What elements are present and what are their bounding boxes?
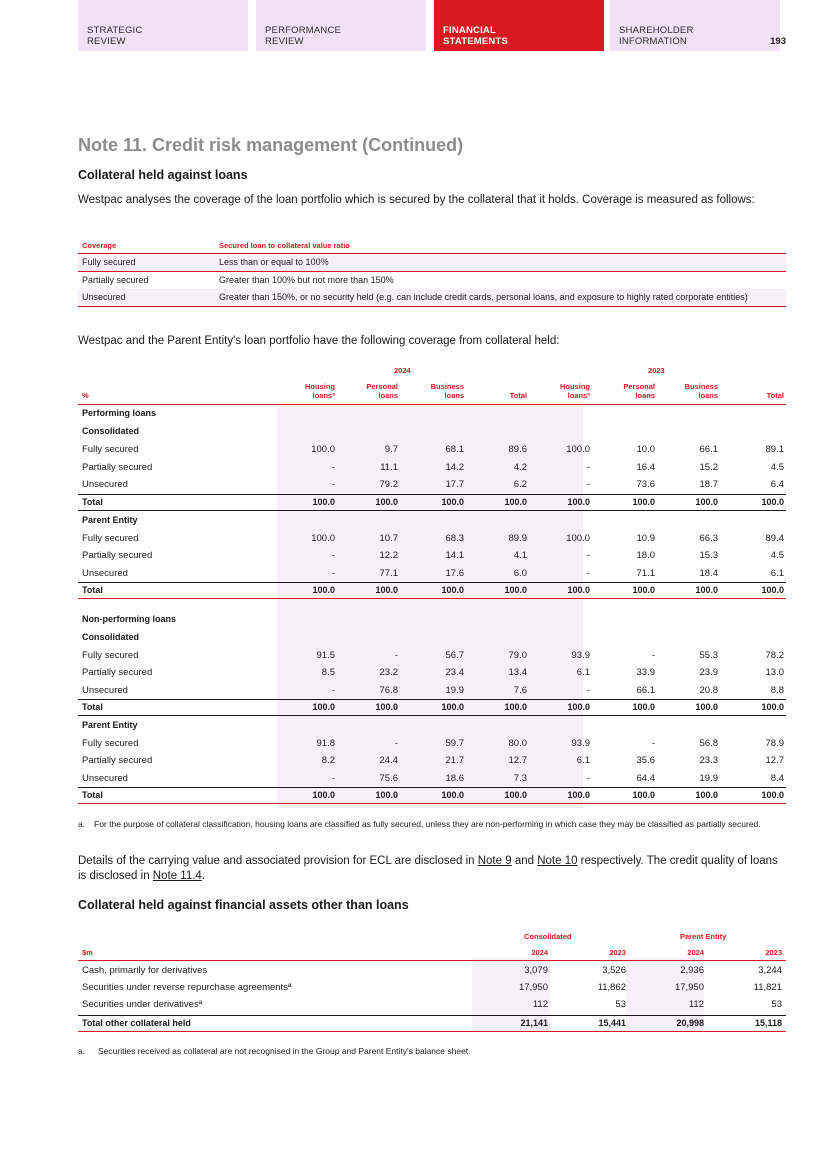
coverage-table	[78, 237, 786, 307]
total-rule-bottom	[78, 1031, 786, 1032]
table-cell: 100.0	[567, 702, 590, 712]
table-cell: 6.4	[770, 479, 784, 490]
table-cell: 100.0	[567, 497, 590, 507]
link-note-11-4[interactable]: Note 11.4	[152, 870, 202, 882]
table-cell: 100.0	[632, 702, 655, 712]
table-cell: 100.0	[441, 790, 464, 800]
column-header-line: Business	[684, 382, 718, 391]
table-cell: 89.9	[508, 533, 527, 544]
table-cell: -	[394, 738, 398, 749]
table-cell: 100.0	[375, 790, 398, 800]
table-cell: 91.8	[316, 738, 335, 749]
table-row	[78, 773, 786, 787]
table-cell: 17.7	[445, 479, 464, 490]
table-cell: 100.0	[695, 585, 718, 595]
table-cell: 100.0	[695, 702, 718, 712]
table-row	[78, 720, 786, 734]
table-row	[78, 426, 786, 440]
table-cell: 112	[688, 999, 704, 1010]
row-label: Cash, primarily for derivatives	[82, 965, 208, 976]
column-header	[595, 382, 655, 400]
table-cell: 66.3	[699, 533, 718, 544]
table-cell: -	[331, 462, 335, 473]
table-cell: 100.0	[695, 497, 718, 507]
year-label-2024: 2024	[394, 366, 411, 375]
table-cell: -	[586, 550, 590, 561]
table-row	[78, 444, 786, 458]
table-cell: 17,950	[518, 982, 548, 993]
row-label: Total	[82, 702, 103, 712]
table-cell: -	[331, 685, 335, 696]
column-header	[338, 382, 398, 400]
table-cell: 35.6	[636, 755, 655, 766]
footnote-text: For the purpose of collateral classification, housing loans are classified as fully secured, unless they are non-performing in which case they may be classified as partially secured.	[94, 819, 761, 829]
column-header-line: loans	[698, 391, 718, 400]
table-cell: 12.7	[765, 755, 784, 766]
table-cell: -	[394, 650, 398, 661]
table-cell: -	[586, 462, 590, 473]
table-cell: 18.0	[636, 550, 655, 561]
details-text: and	[511, 855, 538, 867]
row-label: Total	[82, 497, 103, 507]
column-header-line: Total	[766, 391, 784, 400]
total-rule-bottom	[78, 803, 786, 804]
nav-tab-shareholder-information[interactable]	[610, 0, 780, 51]
total-rule-top	[78, 787, 786, 788]
section-heading-collateral-loans: Collateral held against loans	[78, 168, 248, 182]
footnote-marker: a.	[78, 1046, 86, 1056]
table-row	[78, 685, 786, 699]
table-cell: 6.0	[513, 568, 527, 579]
details-paragraph	[78, 854, 778, 884]
table-cell: -	[651, 738, 655, 749]
details-text: Details of the carrying value and associated provision for ECL are disclosed in	[78, 855, 478, 867]
table-row	[78, 497, 786, 511]
nav-tab-label: REVIEW	[265, 36, 304, 47]
coverage-table-header	[78, 237, 786, 254]
total-rule-bottom	[78, 510, 786, 511]
row-label: Securities under reverse repurchase agreementsª	[82, 982, 292, 993]
top-navigation	[78, 0, 786, 51]
column-header-line	[724, 382, 784, 391]
row-label: Partially secured	[82, 550, 153, 561]
row-label: Securities under derivativesª	[82, 999, 203, 1010]
column-header-line: loans	[444, 391, 464, 400]
row-label: Non-performing loans	[82, 614, 176, 624]
loan-coverage-table	[78, 362, 786, 812]
row-label: Partially secured	[82, 755, 153, 766]
table-cell: 100.0	[695, 790, 718, 800]
table-cell: 64.4	[636, 773, 655, 784]
total-rule-bottom	[78, 715, 786, 716]
table-cell: 23.4	[445, 667, 464, 678]
table-cell: 23.3	[699, 755, 718, 766]
row-label: Unsecured	[82, 773, 128, 784]
table-cell: 23.9	[699, 667, 718, 678]
table-cell: 14.1	[445, 550, 464, 561]
table-cell: 14.2	[445, 462, 464, 473]
table-cell: 79.2	[379, 479, 398, 490]
table-row	[78, 650, 786, 664]
table-cell: 89.4	[765, 533, 784, 544]
table-cell: -	[586, 479, 590, 490]
table-cell: 20.8	[699, 685, 718, 696]
table-cell: 100.0	[312, 585, 335, 595]
table-row	[78, 965, 786, 979]
row-label: Fully secured	[82, 650, 139, 661]
nav-tab-label: PERFORMANCE	[265, 25, 342, 36]
table-row	[78, 738, 786, 752]
footnote-securities	[78, 1046, 786, 1057]
table-cell: 77.1	[379, 568, 398, 579]
table-cell: 6.1	[770, 568, 784, 579]
group-label-parent-entity: Parent Entity	[680, 932, 727, 941]
column-header: 2023	[765, 948, 782, 957]
table-cell: 10.7	[379, 533, 398, 544]
table-cell: 13.4	[508, 667, 527, 678]
table-cell: 100.0	[761, 790, 784, 800]
table-cell: 100.0	[441, 702, 464, 712]
table-cell: 100.0	[504, 702, 527, 712]
table-row	[78, 515, 786, 529]
table-cell: 100.0	[632, 585, 655, 595]
coverage-cell: Partially secured	[82, 275, 149, 285]
table-row	[78, 614, 786, 628]
table-cell: 4.5	[770, 462, 784, 473]
row-label: Unsecured	[82, 685, 128, 696]
table-cell: 19.9	[699, 773, 718, 784]
table-row	[78, 408, 786, 422]
table-row	[78, 479, 786, 493]
row-label: Total	[82, 790, 103, 800]
table-cell: 8.2	[321, 755, 335, 766]
row-label: Unsecured	[82, 568, 128, 579]
ratio-cell: Less than or equal to 100%	[219, 257, 329, 267]
column-header-line: loans	[635, 391, 655, 400]
table-cell: 12.7	[508, 755, 527, 766]
table-cell: 8.5	[321, 667, 335, 678]
table-cell: 89.1	[765, 444, 784, 455]
table-row	[78, 272, 786, 289]
table-cell: 9.7	[384, 444, 398, 455]
table-cell: 53	[615, 999, 626, 1010]
table-cell: 8.4	[770, 773, 784, 784]
coverage-cell: Fully secured	[82, 257, 136, 267]
table-cell: 100.0	[312, 790, 335, 800]
table-cell: 93.9	[571, 650, 590, 661]
table-cell: 100.0	[375, 497, 398, 507]
table-cell: 100.0	[567, 790, 590, 800]
table-cell: 100.0	[566, 533, 590, 544]
nav-tab-performance-review[interactable]	[256, 0, 426, 51]
link-note-10[interactable]: Note 10	[537, 855, 578, 867]
total-rule-top	[78, 582, 786, 583]
table-cell: 55.3	[699, 650, 718, 661]
table-cell: 3,244	[758, 965, 782, 976]
table-cell: 19.9	[445, 685, 464, 696]
table-cell: -	[331, 773, 335, 784]
table-row	[78, 632, 786, 646]
column-header	[467, 382, 527, 400]
section-heading-collateral-other: Collateral held against financial assets other than loans	[78, 898, 409, 912]
table-cell: 20,998	[676, 1018, 704, 1028]
table-cell: 3,526	[602, 965, 626, 976]
column-header: 2023	[609, 948, 626, 957]
table-cell: 11,821	[753, 982, 782, 993]
table-cell: 78.9	[765, 738, 784, 749]
table-cell: 89.6	[508, 444, 527, 455]
table-row	[78, 585, 786, 599]
column-header-line: loansª	[312, 391, 335, 400]
table-cell: 71.1	[636, 568, 655, 579]
table-cell: 100.0	[761, 585, 784, 595]
table-cell: -	[331, 568, 335, 579]
table-cell: 10.9	[636, 533, 655, 544]
table-cell: 100.0	[761, 702, 784, 712]
unit-label: %	[82, 391, 89, 400]
intro-paragraph: Westpac analyses the coverage of the loan portfolio which is secured by the collateral that it holds. Coverage is measured as follows:	[78, 194, 755, 206]
other-collateral-table	[78, 928, 786, 1038]
page-number: 193	[770, 36, 786, 47]
table-cell: 78.2	[765, 650, 784, 661]
table-cell: 56.8	[699, 738, 718, 749]
table-cell: 23.2	[379, 667, 398, 678]
column-header	[658, 382, 718, 400]
table-cell: -	[586, 685, 590, 696]
year-label-2023: 2023	[648, 366, 665, 375]
table-row	[78, 533, 786, 547]
table-row	[78, 982, 786, 996]
row-label: Fully secured	[82, 533, 139, 544]
nav-tab-financial-statements[interactable]	[434, 0, 604, 51]
nav-tab-label: STATEMENTS	[443, 36, 508, 47]
column-header: 2024	[531, 948, 548, 957]
total-rule-bottom	[78, 598, 786, 599]
table-cell: 100.0	[504, 585, 527, 595]
table-cell: 2,936	[680, 965, 704, 976]
column-header	[275, 382, 335, 400]
column-header-line: Housing	[560, 382, 590, 391]
table-cell: 100.0	[311, 444, 335, 455]
table-cell: 33.9	[636, 667, 655, 678]
table-cell: 15,118	[754, 1018, 782, 1028]
table-cell: 53	[771, 999, 782, 1010]
table-cell: 12.2	[379, 550, 398, 561]
table-cell: 91.5	[316, 650, 335, 661]
table-cell: 4.2	[513, 462, 527, 473]
unit-label: $m	[82, 948, 93, 957]
column-header: Secured loan to collateral value ratio	[219, 241, 350, 250]
nav-tab-label: FINANCIAL	[443, 25, 496, 36]
total-rule-top	[78, 1015, 786, 1016]
ratio-cell: Greater than 150%, or no security held (e.g. can include credit cards, personal loans, and exposure to highly rated corporate entities)	[219, 292, 748, 302]
details-text: respectively. The credit quality of loans is disclosed in	[78, 855, 778, 882]
table-row	[78, 667, 786, 681]
footnote-housing	[78, 819, 786, 830]
table-cell: 100.0	[504, 497, 527, 507]
table-cell: 18.6	[445, 773, 464, 784]
table-row	[78, 462, 786, 476]
table-cell: 100.0	[566, 444, 590, 455]
column-header	[530, 382, 590, 400]
table-row	[78, 702, 786, 716]
table-cell: 10.0	[636, 444, 655, 455]
footnote-marker: a.	[78, 819, 86, 829]
row-label: Consolidated	[82, 426, 140, 436]
table-cell: 93.9	[571, 738, 590, 749]
column-header-line: Housing	[305, 382, 335, 391]
column-header	[404, 382, 464, 400]
table-cell: 18.4	[699, 568, 718, 579]
table-cell: 15,441	[598, 1018, 626, 1028]
table-cell: -	[331, 479, 335, 490]
link-note-9[interactable]: Note 9	[477, 855, 512, 867]
table-cell: -	[586, 568, 590, 579]
table-cell: 100.0	[375, 702, 398, 712]
header-rule	[78, 960, 786, 961]
table-cell: 100.0	[311, 533, 335, 544]
table-cell: 59.7	[445, 738, 464, 749]
column-header-line: loans	[378, 391, 398, 400]
table-cell: 4.1	[513, 550, 527, 561]
table-cell: 6.2	[513, 479, 527, 490]
table-cell: 15.3	[699, 550, 718, 561]
table-cell: 21,141	[520, 1018, 548, 1028]
table-row	[78, 790, 786, 804]
table-cell: 100.0	[567, 585, 590, 595]
row-label: Performing loans	[82, 408, 157, 418]
table-cell: 3,079	[524, 965, 548, 976]
table-cell: 7.3	[513, 773, 527, 784]
row-label: Fully secured	[82, 738, 139, 749]
nav-tab-label: STRATEGIC	[87, 25, 143, 36]
table-cell: 8.8	[770, 685, 784, 696]
table-row	[78, 999, 786, 1013]
table-cell: 100.0	[441, 497, 464, 507]
table-cell: 56.7	[445, 650, 464, 661]
column-header: Coverage	[82, 241, 117, 250]
table-cell: 100.0	[375, 585, 398, 595]
table-cell: 76.8	[379, 685, 398, 696]
table-cell: 13.0	[765, 667, 784, 678]
page-title: Note 11. Credit risk management (Continued)	[78, 135, 464, 155]
table-cell: 66.1	[699, 444, 718, 455]
table-row	[78, 550, 786, 564]
table-cell: 66.1	[636, 685, 655, 696]
nav-tab-label: SHAREHOLDER	[619, 25, 694, 36]
column-header-line: Total	[509, 391, 527, 400]
column-header-line: loansª	[567, 391, 590, 400]
table-cell: 16.4	[636, 462, 655, 473]
row-label: Fully secured	[82, 444, 139, 455]
table-row	[78, 289, 786, 307]
table-cell: 68.3	[445, 533, 464, 544]
table-cell: 100.0	[441, 585, 464, 595]
group-label-consolidated: Consolidated	[524, 932, 572, 941]
coverage-intro-paragraph: Westpac and the Parent Entity's loan portfolio have the following coverage from collateral held:	[78, 335, 560, 347]
nav-tab-label: INFORMATION	[619, 36, 687, 47]
ratio-cell: Greater than 100% but not more than 150%	[219, 275, 394, 285]
column-header-line: Business	[430, 382, 464, 391]
row-label: Consolidated	[82, 632, 140, 642]
footnote-text: Securities received as collateral are not recognised in the Group and Parent Entity's balance sheet.	[98, 1046, 471, 1056]
table-cell: 17,950	[674, 982, 704, 993]
table-cell: 6.1	[576, 667, 590, 678]
coverage-cell: Unsecured	[82, 292, 126, 302]
table-cell: 21.7	[445, 755, 464, 766]
nav-tab-label: REVIEW	[87, 36, 126, 47]
table-cell: 18.7	[699, 479, 718, 490]
table-cell: 15.2	[699, 462, 718, 473]
row-label: Parent Entity	[82, 515, 138, 525]
details-text: .	[201, 870, 206, 882]
table-cell: 11.1	[380, 462, 398, 473]
column-header-line: Personal	[623, 382, 655, 391]
column-header-line: Personal	[366, 382, 398, 391]
total-rule-top	[78, 699, 786, 700]
table-cell: 100.0	[632, 497, 655, 507]
table-cell: 100.0	[504, 790, 527, 800]
table-row	[78, 568, 786, 582]
column-header	[724, 382, 784, 400]
table-cell: -	[586, 773, 590, 784]
table-cell: 75.6	[379, 773, 398, 784]
table-cell: 100.0	[632, 790, 655, 800]
table-cell: 79.0	[508, 650, 527, 661]
table-cell: 100.0	[761, 497, 784, 507]
table-cell: 24.4	[379, 755, 398, 766]
table-cell: 112	[532, 999, 548, 1010]
header-rule	[78, 404, 786, 405]
table-cell: 80.0	[508, 738, 527, 749]
table-cell: 73.6	[636, 479, 655, 490]
table-cell: 100.0	[312, 702, 335, 712]
row-label: Total	[82, 585, 103, 595]
column-header: 2024	[687, 948, 704, 957]
table-row	[78, 755, 786, 769]
table-cell: 68.1	[445, 444, 464, 455]
table-cell: -	[651, 650, 655, 661]
total-rule-top	[78, 494, 786, 495]
row-label: Parent Entity	[82, 720, 138, 730]
table-row	[78, 254, 786, 272]
row-label: Unsecured	[82, 479, 128, 490]
row-label: Total other collateral held	[82, 1018, 191, 1028]
row-label: Partially secured	[82, 462, 153, 473]
column-header-line	[467, 382, 527, 391]
nav-tab-strategic-review[interactable]	[78, 0, 248, 51]
table-cell: 11,862	[597, 982, 626, 993]
row-label: Partially secured	[82, 667, 153, 678]
table-cell: 6.1	[576, 755, 590, 766]
table-cell: 4.5	[770, 550, 784, 561]
table-cell: -	[331, 550, 335, 561]
table-cell: 100.0	[312, 497, 335, 507]
table-cell: 17.6	[445, 568, 464, 579]
total-row	[78, 1018, 786, 1032]
table-cell: 7.6	[513, 685, 527, 696]
